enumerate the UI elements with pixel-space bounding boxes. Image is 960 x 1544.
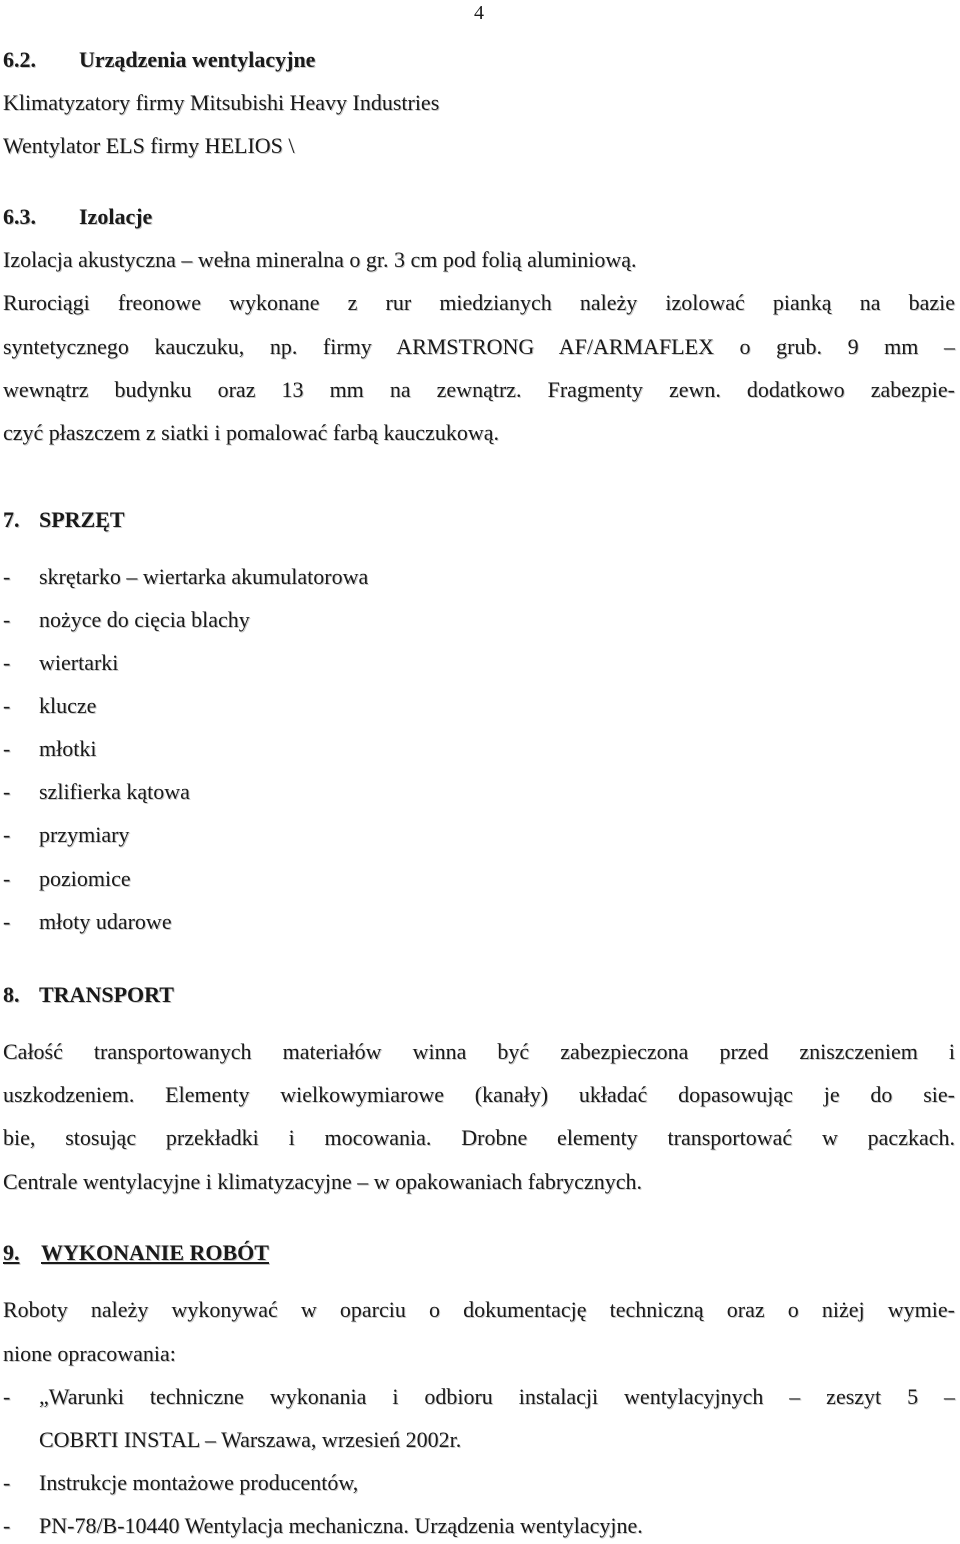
- list-item: [3, 821, 129, 849]
- list-bullet: -: [3, 909, 11, 934]
- text-line: syntetycznego kauczuku, np. firmy ARMSTRONG AF/ARMAFLEX o grub. 9 mm –: [3, 334, 955, 359]
- list-item: [3, 692, 96, 720]
- section-heading-8: [3, 981, 174, 1009]
- list-bullet: -: [3, 607, 11, 632]
- list-bullet: -: [3, 693, 11, 718]
- page-number: 4: [474, 2, 484, 24]
- list-item-text: młotki: [39, 736, 97, 761]
- text-line: bie, stosując przekładki i mocowania. Drobne elementy transportować w paczkach.: [3, 1125, 955, 1150]
- list-item-text: Instrukcje montażowe producentów,: [39, 1470, 359, 1495]
- text-line: nione opracowania:: [3, 1341, 176, 1366]
- list-item-text: wiertarki: [39, 650, 119, 675]
- list-item: [3, 1469, 358, 1497]
- list-item: [3, 649, 118, 677]
- list-bullet: -: [3, 779, 11, 804]
- section-heading-6-2: [3, 46, 315, 74]
- list-item: [3, 865, 131, 893]
- text-line: Klimatyzatory firmy Mitsubishi Heavy Industries: [3, 90, 440, 115]
- section-number: 7.: [3, 507, 20, 532]
- section-number: 8.: [3, 982, 20, 1007]
- list-item-text: nożyce do cięcia blachy: [39, 607, 250, 632]
- list-bullet: -: [3, 1384, 11, 1409]
- list-item-text: klucze: [39, 693, 97, 718]
- section-number: 6.2.: [3, 47, 36, 72]
- text-line: uszkodzeniem. Elementy wielkowymiarowe (kanały) układać dopasowując je do sie-: [3, 1082, 955, 1107]
- list-item: [3, 735, 96, 763]
- list-item-text: skrętarko – wiertarka akumulatorowa: [39, 564, 369, 589]
- section-title: WYKONANIE ROBÓT: [41, 1240, 269, 1265]
- list-bullet: -: [3, 736, 11, 761]
- section-title: SPRZĘT: [39, 507, 125, 532]
- list-bullet: -: [3, 866, 11, 891]
- text-line: Roboty należy wykonywać w oparciu o dokumentację techniczną oraz o niżej wymie-: [3, 1297, 955, 1322]
- section-title: Urządzenia wentylacyjne: [79, 47, 316, 72]
- text-line: Całość transportowanych materiałów winna być zabezpieczona przed zniszczeniem i: [3, 1039, 955, 1064]
- list-bullet: -: [3, 1513, 11, 1538]
- text-line: wewnątrz budynku oraz 13 mm na zewnątrz. Fragmenty zewn. dodatkowo zabezpie-: [3, 377, 955, 402]
- section-number: 6.3.: [3, 204, 36, 229]
- list-item-continuation: COBRTI INSTAL – Warszawa, wrzesień 2002r.: [39, 1427, 462, 1452]
- list-item-text: PN-78/B-10440 Wentylacja mechaniczna. Urządzenia wentylacyjne.: [39, 1513, 643, 1538]
- list-item-text: „Warunki techniczne wykonania i odbioru instalacji wentylacyjnych – zeszyt 5 –: [39, 1384, 955, 1409]
- section-heading-9: [3, 1239, 269, 1267]
- list-bullet: -: [3, 564, 11, 589]
- list-item-text: poziomice: [39, 866, 131, 891]
- list-item: [3, 778, 190, 806]
- text-line: Rurociągi freonowe wykonane z rur miedzianych należy izolować pianką na bazie: [3, 290, 955, 315]
- section-title: Izolacje: [79, 204, 153, 229]
- list-item: [3, 563, 368, 591]
- text-line: czyć płaszczem z siatki i pomalować farbą kauczukową.: [3, 420, 499, 445]
- section-heading-6-3: [3, 203, 152, 231]
- text-line: Wentylator ELS firmy HELIOS \: [3, 133, 295, 158]
- section-heading-7: [3, 506, 125, 534]
- list-item-text: szlifierka kątowa: [39, 779, 190, 804]
- section-title: TRANSPORT: [39, 982, 174, 1007]
- list-bullet: -: [3, 650, 11, 675]
- list-item-text: przymiary: [39, 822, 130, 847]
- list-item: [3, 1512, 643, 1540]
- text-line: Centrale wentylacyjne i klimatyzacyjne – w opakowaniach fabrycznych.: [3, 1169, 642, 1194]
- section-number: 9.: [3, 1240, 20, 1265]
- list-item: [3, 606, 250, 634]
- list-item: [3, 908, 172, 936]
- list-item-text: młoty udarowe: [39, 909, 172, 934]
- list-bullet: -: [3, 1470, 11, 1495]
- list-bullet: -: [3, 822, 11, 847]
- list-item: [3, 1383, 955, 1411]
- text-line: Izolacja akustyczna – wełna mineralna o gr. 3 cm pod folią aluminiową.: [3, 247, 637, 272]
